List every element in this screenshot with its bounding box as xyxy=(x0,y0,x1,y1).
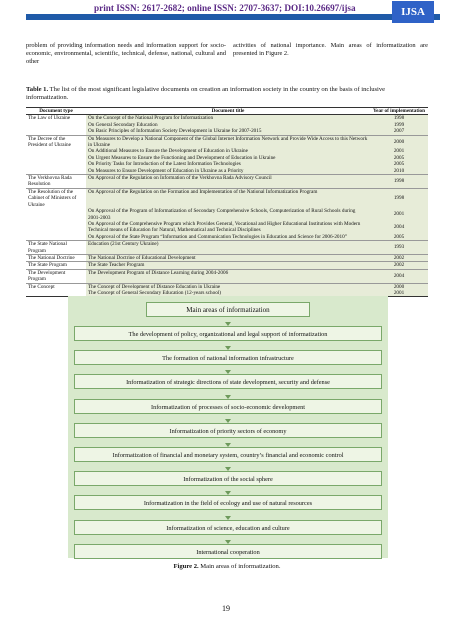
year-cell: 2002 xyxy=(370,254,428,261)
year-cell: 2005 xyxy=(370,161,428,167)
figure-title-box: Main areas of informatization xyxy=(146,302,310,317)
year-cell: 2005 xyxy=(370,155,428,161)
table-row xyxy=(26,262,428,269)
year-cell: 2004 xyxy=(370,221,428,234)
document-title-cell: On Approval of the Regulation on Information of the Verkhovna Rada Advisory Council xyxy=(86,175,370,189)
figure-caption-label: Figure 2. xyxy=(173,563,199,570)
page-number: 19 xyxy=(222,604,230,613)
document-type-cell xyxy=(26,128,86,135)
year-cell: 2010 xyxy=(370,168,428,175)
document-type-cell xyxy=(26,208,86,221)
year-cell: 2004 xyxy=(370,269,428,283)
table-row xyxy=(26,269,428,283)
table-row xyxy=(26,128,428,135)
year-cell: 2001 xyxy=(370,208,428,221)
year-cell: 1998 xyxy=(370,188,428,208)
document-type-cell xyxy=(26,168,86,175)
document-title-cell: Education (21st Century Ukraine) xyxy=(86,241,370,255)
document-title-cell: The State Teacher Program xyxy=(86,262,370,269)
table-caption-text: The list of the most significant legislative documents on creation an information society in the country on the basis of inclusive informatization. xyxy=(26,86,386,102)
document-title-cell: On Approval of the Program of Informatization of Secondary Comprehensive Schools, Computerization of Rural Schools during 2001-2003 xyxy=(86,208,370,221)
document-title-cell: The Concept of Development of Distance Education in Ukraine xyxy=(86,283,370,290)
informatization-area-box: The formation of national information infrastructure xyxy=(74,350,382,365)
document-type-cell: The National Doctrine xyxy=(26,254,86,261)
document-title-cell: On Priority Tasks for Introduction of the Latest Information Technologies xyxy=(86,161,370,167)
informatization-area-box: Informatization in the field of ecology and use of natural resources xyxy=(74,495,382,510)
figure-caption-text: Main areas of informatization. xyxy=(198,563,281,570)
figure-main-areas xyxy=(68,296,388,558)
document-title-cell: On Additional Measures to Ensure the Development of Education in Ukraine xyxy=(86,148,370,154)
legislative-documents-table xyxy=(26,107,428,297)
table-row xyxy=(26,254,428,261)
informatization-area-box: The development of policy, organizational and legal support of informatization xyxy=(74,326,382,341)
document-title-cell: On Basic Principles of Information Society Development in Ukraine for 2007-2015 xyxy=(86,128,370,135)
document-title-cell: On General Secondary Education xyxy=(86,122,370,128)
document-title-cell: On Measures to Ensure Development of Education in Ukraine as a Priority xyxy=(86,168,370,175)
header-year: Year of implementation xyxy=(370,108,428,115)
document-type-cell: The Resolution of the Cabinet of Ministers of Ukraine xyxy=(26,188,86,208)
year-cell: 1993 xyxy=(370,241,428,255)
year-cell: 2000 xyxy=(370,135,428,148)
document-type-cell: The Decree of the President of Ukraine xyxy=(26,135,86,148)
document-type-cell: The Verkhovna Rada Resolution xyxy=(26,175,86,189)
year-cell: 2001 xyxy=(370,290,428,297)
document-title-cell: On Measures to Develop a National Component of the Global Internet Information Network and Provide Wide Access to this Network in Ukraine xyxy=(86,135,370,148)
year-cell: 2002 xyxy=(370,262,428,269)
document-type-cell: The Development Program xyxy=(26,269,86,283)
table-caption xyxy=(26,86,428,103)
header-rule xyxy=(26,14,440,20)
document-type-cell: The State National Program xyxy=(26,241,86,255)
table-row xyxy=(26,241,428,255)
document-type-cell xyxy=(26,234,86,241)
document-title-cell: The Concept of General Secondary Education (12-years school) xyxy=(86,290,370,297)
table-header-row xyxy=(26,108,428,115)
table-row xyxy=(26,175,428,189)
year-cell: 2000 xyxy=(370,283,428,290)
table-caption-label: Table 1. xyxy=(26,86,49,93)
informatization-area-box: Informatization of priority sectors of economy xyxy=(74,423,382,438)
document-title-cell: On Urgent Measures to Ensure the Functioning and Development of Education in Ukraine xyxy=(86,155,370,161)
year-cell: 2005 xyxy=(370,234,428,241)
table-row xyxy=(26,208,428,221)
table-row xyxy=(26,188,428,208)
year-cell: 1998 xyxy=(370,115,428,122)
table-row xyxy=(26,168,428,175)
document-title-cell: The Development Program of Distance Learning during 2004-2006 xyxy=(86,269,370,283)
table-row xyxy=(26,234,428,241)
informatization-area-box: Informatization of strategic directions of state development, security and defense xyxy=(74,374,382,389)
journal-badge: IJSA xyxy=(392,1,434,23)
informatization-area-box: International cooperation xyxy=(74,544,382,559)
table-body xyxy=(26,115,428,297)
informatization-area-box: Informatization of the social sphere xyxy=(74,471,382,486)
year-cell: 1998 xyxy=(370,175,428,189)
table-row xyxy=(26,135,428,148)
year-cell: 2001 xyxy=(370,148,428,154)
figure-caption xyxy=(26,563,428,570)
document-title-cell: On Approval of the State Program “Information and Communication Technologies in Education and Science for 2006-2010” xyxy=(86,234,370,241)
table-row xyxy=(26,221,428,234)
document-type-cell: The Concept xyxy=(26,283,86,290)
body-text-right: activities of national importance. Main areas of informatization are presented in Figure 2. xyxy=(233,42,428,58)
year-cell: 2007 xyxy=(370,128,428,135)
document-title-cell: On Approval of the Comprehensive Program which Provides General, Vocational and Higher Educational Institutions with Modern Technical means of Education for Natural, Mathematical and Technical Disciplines xyxy=(86,221,370,234)
document-title-cell: On Approval of the Regulation on the Formation and Implementation of the National Informatization Program xyxy=(86,188,370,208)
table-row xyxy=(26,283,428,290)
informatization-area-box: Informatization of science, education and culture xyxy=(74,520,382,535)
journal-header xyxy=(0,0,452,22)
header-document-title: Document title xyxy=(86,108,370,115)
informatization-area-box: Informatization of financial and monetary system, country’s financial and economic control xyxy=(74,447,382,462)
year-cell: 1999 xyxy=(370,122,428,128)
document-type-cell: The State Program xyxy=(26,262,86,269)
issn-line: print ISSN: 2617-2682; online ISSN: 2707-3637; DOI:10.26697/ijsa xyxy=(90,3,360,13)
header-document-type: Document type xyxy=(26,108,86,115)
document-title-cell: On the Concept of the National Program for Informatization xyxy=(86,115,370,122)
document-title-cell: The National Doctrine of Educational Development xyxy=(86,254,370,261)
body-text-left: problem of providing information needs and information support for socio-economic, environmental, scientific, technical, defense, national, cultural and other xyxy=(26,42,226,66)
document-type-cell xyxy=(26,221,86,234)
document-type-cell: The Law of Ukraine xyxy=(26,115,86,122)
informatization-area-box: Informatization of processes of socio-economic development xyxy=(74,399,382,414)
table-row xyxy=(26,115,428,122)
